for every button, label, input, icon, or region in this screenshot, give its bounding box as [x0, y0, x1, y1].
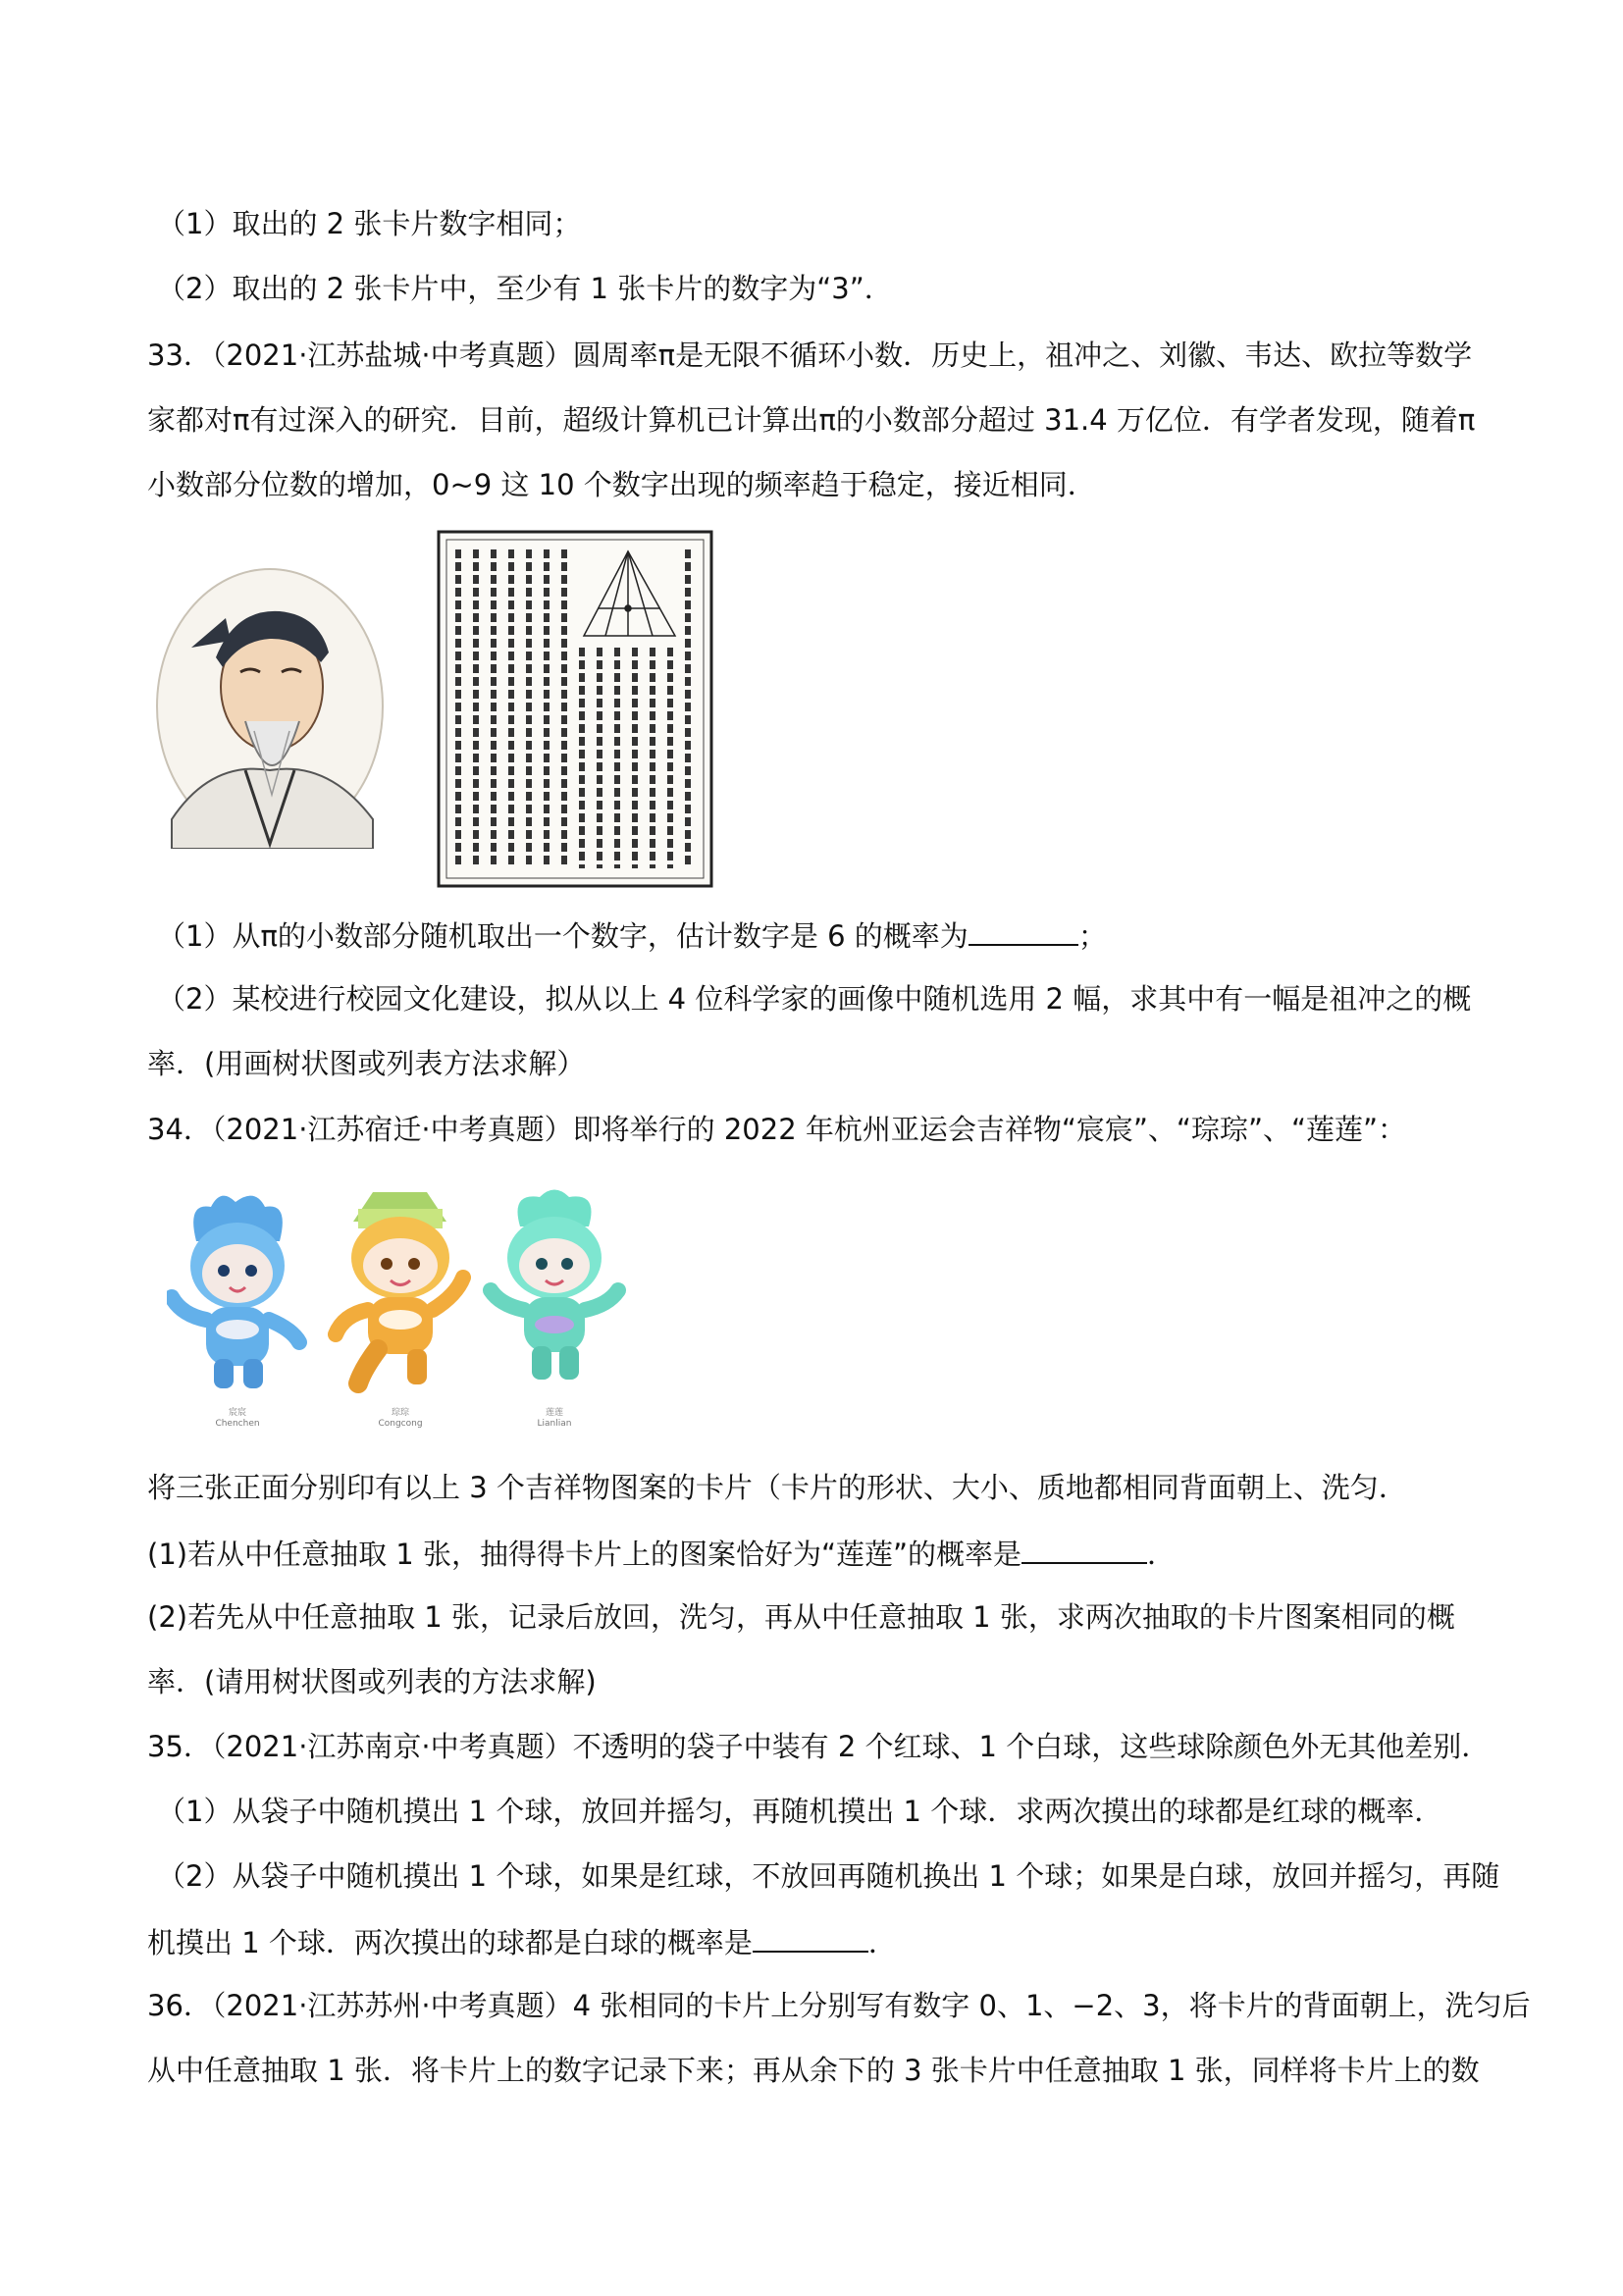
svg-text:莲莲: 莲莲	[545, 1408, 564, 1418]
asian-games-mascots	[167, 1187, 667, 1433]
q33-part1	[157, 914, 1107, 956]
svg-text:宸宸: 宸宸	[228, 1408, 247, 1418]
q35-part2-line1: （2）从袋子中随机摸出 1 个球，如果是红球，不放回再随机换出 1 个球；如果是白球，放回并摇匀，再随	[157, 1859, 1500, 1893]
q36-stem-line2: 从中任意抽取 1 张．将卡片上的数字记录下来；再从余下的 3 张卡片中任意抽取 1 张，同样将卡片上的数	[147, 2054, 1480, 2087]
q33-stem-line2: 家都对π有过深入的研究．目前，超级计算机已计算出π的小数部分超过 31.4 万亿位．有学者发现，随着π	[147, 403, 1476, 437]
q32-part2: （2）取出的 2 张卡片中，至少有 1 张卡片的数字为“3”．	[157, 272, 893, 305]
mascot-chenchen	[172, 1196, 299, 1388]
q32-part1: （1）取出的 2 张卡片数字相同；	[157, 207, 582, 240]
q35-part2-text: 机摸出 1 个球．两次摸出的球都是白球的概率是	[147, 1926, 753, 1959]
q34-part1-text: (1)若从中任意抽取 1 张，抽得得卡片上的图案恰好为“莲莲”的概率是	[147, 1538, 1022, 1571]
q34-part1-end: ．	[1147, 1538, 1177, 1571]
q33-part2-line1: （2）某校进行校园文化建设，拟从以上 4 位科学家的画像中随机选用 2 幅，求其中有一幅是祖冲之的概	[157, 982, 1472, 1016]
ancient-book-page	[437, 530, 713, 888]
mascot-chenchen-caption	[215, 1406, 259, 1429]
q34-part2-line1: (2)若先从中任意抽取 1 张，记录后放回，洗匀，再从中任意抽取 1 张，求两次抽取的卡片图案相同的概	[147, 1600, 1455, 1634]
q36-stem-line1: 36．（2021·江苏苏州·中考真题）4 张相同的卡片上分别写有数字 0、1、−2、3，将卡片的背面朝上，洗匀后	[147, 1989, 1531, 2022]
mascot-congcong	[336, 1192, 463, 1384]
q34-stem-line2: 将三张正面分别印有以上 3 个吉祥物图案的卡片（卡片的形状、大小、质地都相同背面朝上、洗匀．	[147, 1471, 1407, 1504]
q33-part2-line2: 率．(用画树状图或列表方法求解）	[147, 1047, 586, 1080]
q33-stem-line1: 33．（2021·江苏盐城·中考真题）圆周率π是无限不循环小数．历史上，祖冲之、刘徽、韦达、欧拉等数学	[147, 339, 1473, 372]
q35-part1: （1）从袋子中随机摸出 1 个球，放回并摇匀，再随机摸出 1 个球．求两次摸出的球都是红球的概率．	[157, 1795, 1443, 1828]
q35-stem-line1: 35．（2021·江苏南京·中考真题）不透明的袋子中装有 2 个红球、1 个白球，这些球除颜色外无其他差别．	[147, 1730, 1491, 1763]
mascot-lianlian	[491, 1190, 618, 1381]
q33-part1-end: ；	[1077, 919, 1107, 953]
answer-blank[interactable]	[753, 1921, 868, 1953]
q35-part2-end: ．	[867, 1926, 897, 1959]
q34-stem-line1: 34．（2021·江苏宿迁·中考真题）即将举行的 2022 年杭州亚运会吉祥物“宸宸”、“琮琮”、“莲莲”：	[147, 1113, 1407, 1146]
svg-text:Congcong: Congcong	[378, 1419, 423, 1429]
svg-text:Chenchen: Chenchen	[215, 1419, 260, 1429]
mascot-congcong-caption	[378, 1406, 422, 1429]
answer-blank[interactable]	[969, 914, 1078, 946]
svg-text:琮琮: 琮琮	[391, 1408, 410, 1418]
q33-part1-text: （1）从π的小数部分随机取出一个数字，估计数字是 6 的概率为	[157, 919, 969, 953]
mascot-lianlian-caption	[538, 1406, 572, 1429]
answer-blank[interactable]	[1021, 1533, 1147, 1564]
q34-part2-line2: 率．(请用树状图或列表的方法求解)	[147, 1665, 597, 1698]
svg-text:Lianlian: Lianlian	[537, 1419, 572, 1429]
q34-part1	[147, 1533, 1176, 1574]
q35-part2-line2	[147, 1921, 897, 1962]
zu-chongzhi-portrait	[152, 564, 393, 849]
q33-stem-line3: 小数部分位数的增加，0~9 这 10 个数字出现的频率趋于稳定，接近相同．	[147, 468, 1096, 501]
